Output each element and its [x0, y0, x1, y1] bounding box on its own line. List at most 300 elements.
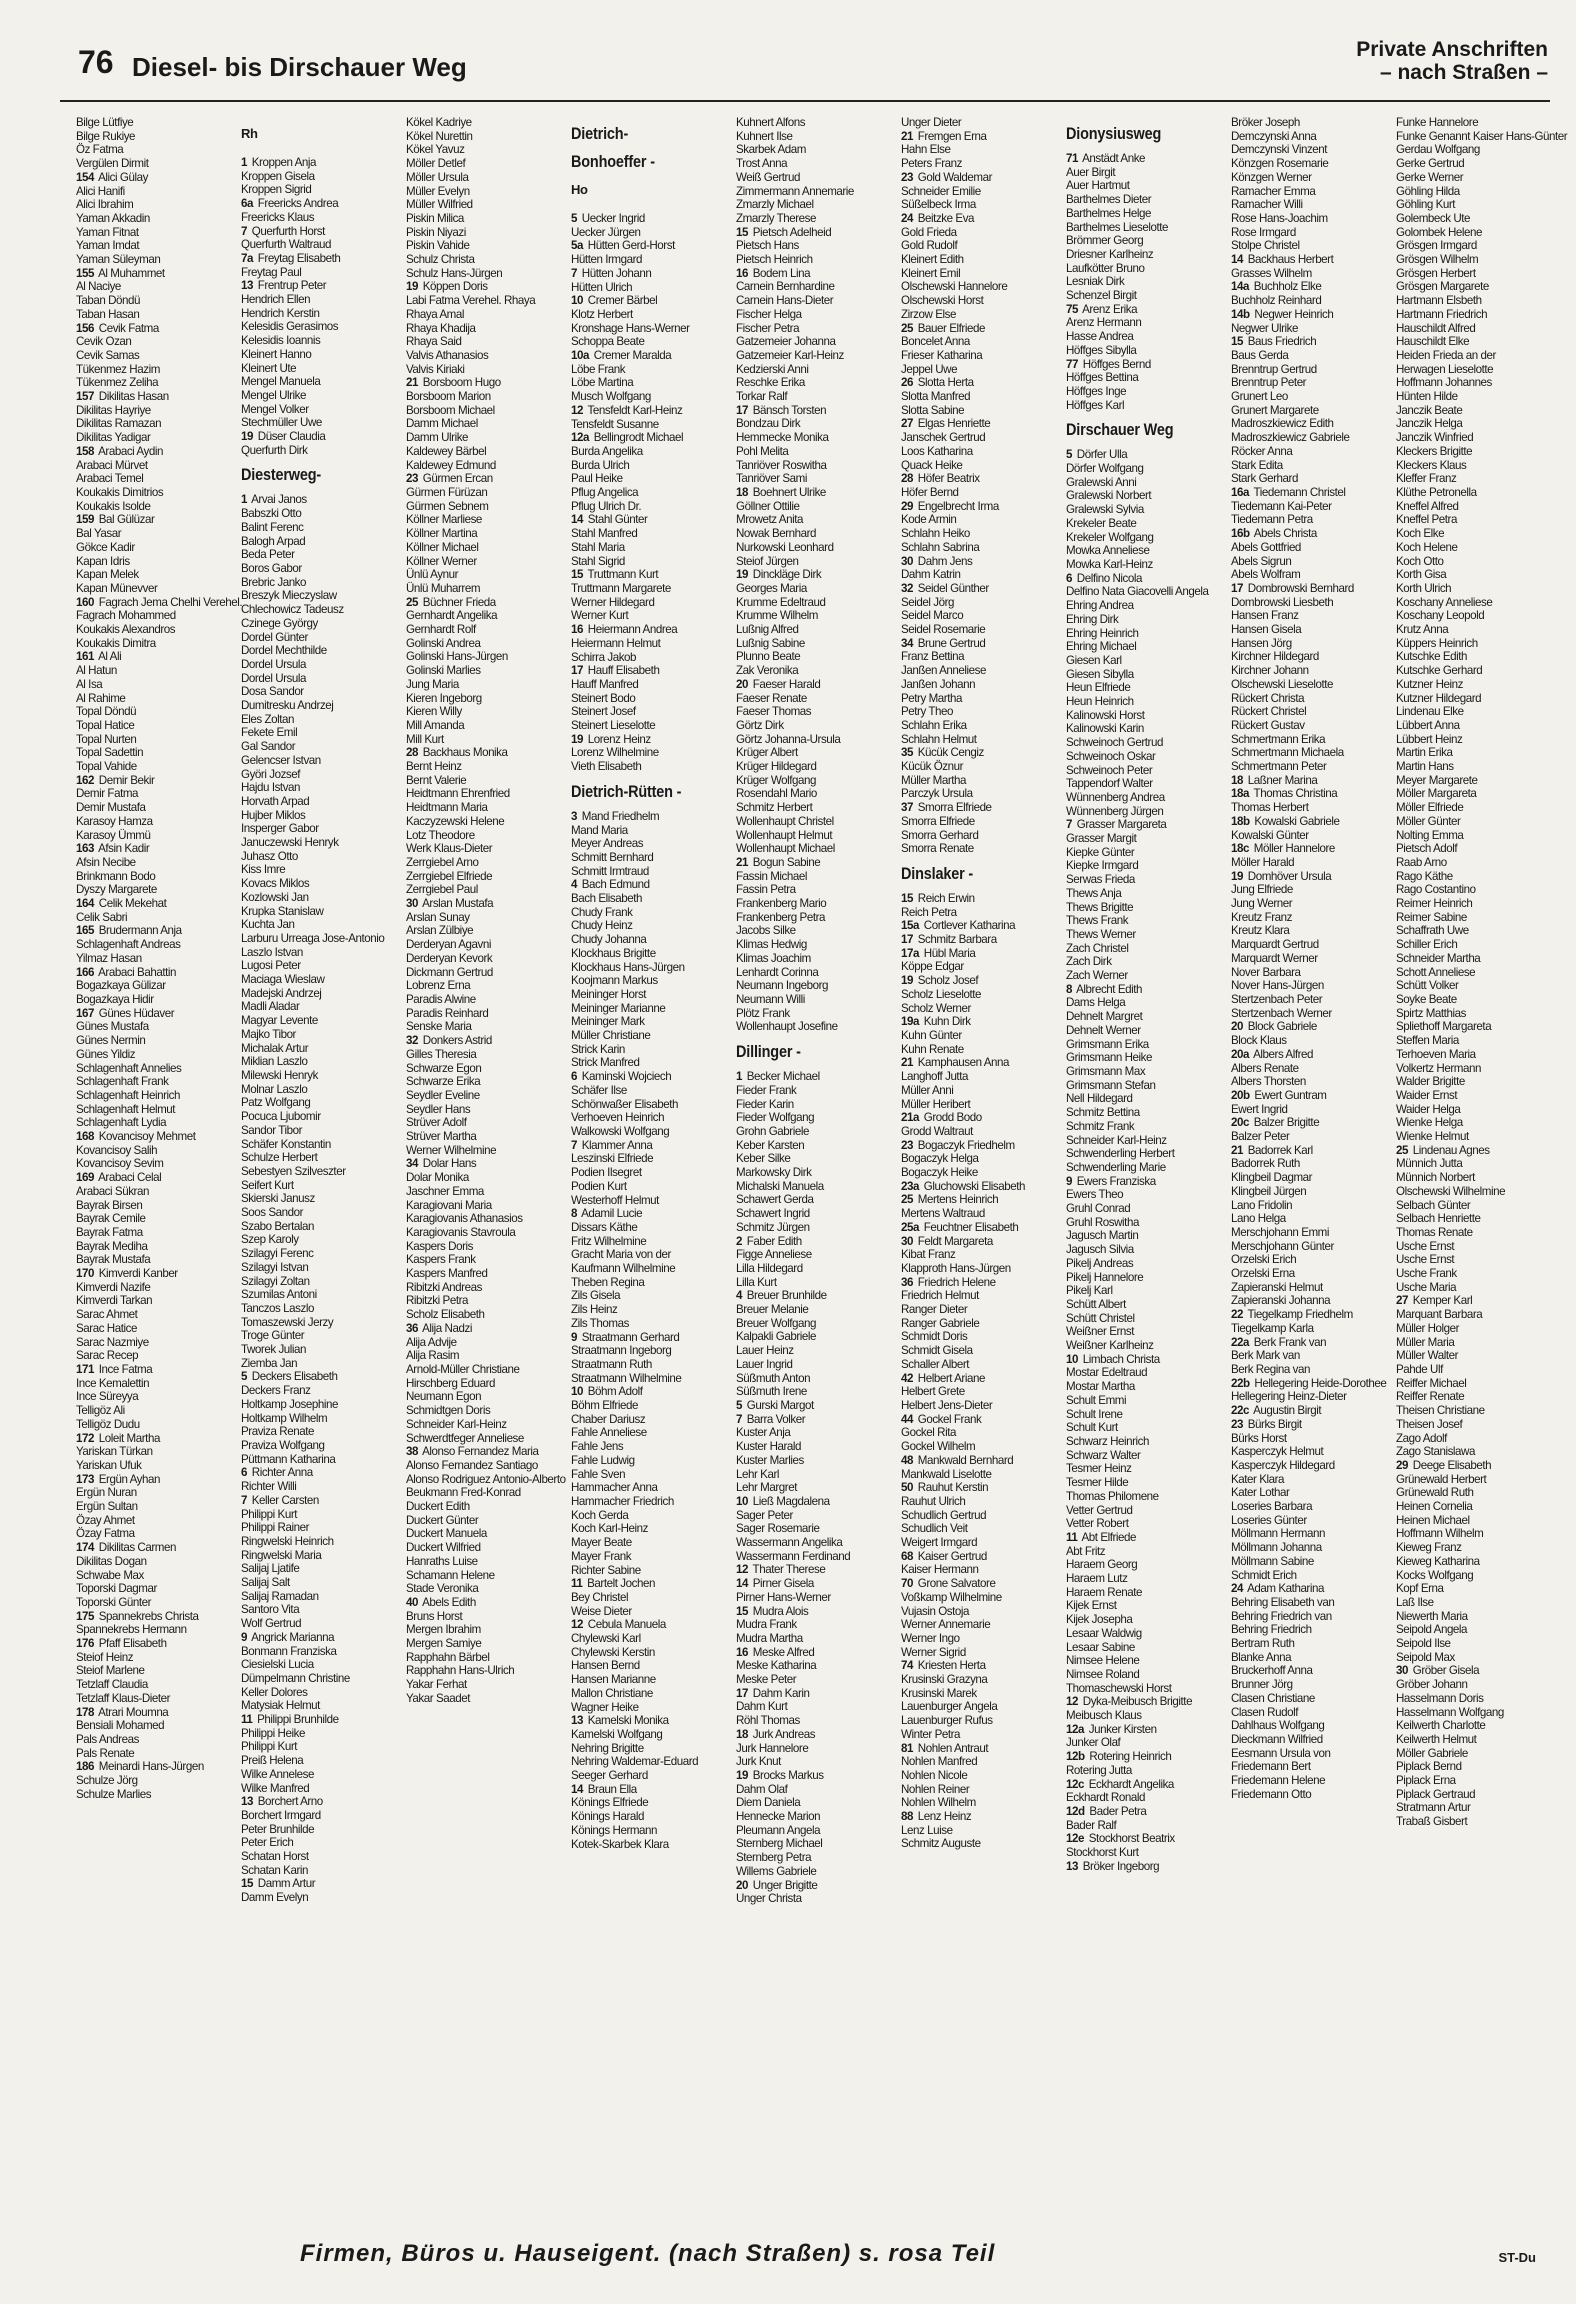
- resident-entry: 10 Ließ Magdalena: [736, 1494, 830, 1508]
- resident-entry: Schütt Albert: [1066, 1297, 1126, 1311]
- resident-entry: 167 Günes Hüdaver: [76, 1006, 175, 1020]
- house-number: 23: [901, 170, 913, 184]
- directory-column: [571, 116, 726, 2214]
- resident-entry: Heiermann Helmut: [571, 636, 661, 650]
- house-number: 17: [736, 403, 748, 417]
- resident-entry: Györi Jozsef: [241, 767, 301, 781]
- house-number: 6: [571, 1070, 577, 1084]
- resident-entry: Philippi Kurt: [241, 1740, 298, 1754]
- resident-entry: Marquardt Werner: [1231, 951, 1318, 965]
- resident-entry: Driesner Karlheinz: [1066, 247, 1154, 261]
- resident-entry: Grünewald Herbert: [1396, 1472, 1487, 1486]
- resident-entry: Hujber Miklos: [241, 808, 306, 822]
- resident-entry: Dombrowski Liesbeth: [1231, 595, 1334, 609]
- resident-entry: Karagiovanis Athanasios: [406, 1212, 523, 1226]
- resident-entry: Abels Sigrun: [1231, 554, 1292, 568]
- resident-entry: Yariskan Türkan: [76, 1445, 153, 1459]
- resident-entry: Negwer Ulrike: [1231, 321, 1298, 335]
- resident-entry: Ergün Nuran: [76, 1486, 137, 1500]
- resident-entry: Topal Döndü: [76, 705, 137, 719]
- resident-entry: Lußnig Sabine: [736, 636, 805, 650]
- resident-entry: Rotering Jutta: [1066, 1763, 1132, 1777]
- resident-entry: 40 Abels Edith: [406, 1595, 476, 1609]
- resident-entry: Heidtmann Ehrenfried: [406, 787, 510, 801]
- resident-entry: Reimer Heinrich: [1396, 897, 1473, 911]
- house-number: 172: [76, 1431, 94, 1445]
- resident-entry: Kamelski Wolfgang: [571, 1727, 663, 1741]
- resident-entry: Rago Costantino: [1396, 883, 1476, 897]
- resident-entry: Ringwelski Heinrich: [241, 1534, 334, 1548]
- resident-entry: Olschewski Lieselotte: [1231, 677, 1334, 691]
- resident-entry: Ribitzki Petra: [406, 1294, 468, 1308]
- resident-entry: 14 Backhaus Herbert: [1231, 253, 1334, 267]
- resident-entry: 12 Thater Therese: [736, 1563, 826, 1577]
- resident-entry: Küppers Heinrich: [1396, 636, 1478, 650]
- resident-entry: Gracht Maria von der: [571, 1248, 671, 1262]
- house-number: 20a: [1231, 1047, 1249, 1061]
- resident-entry: Ergün Sultan: [76, 1500, 138, 1514]
- resident-entry: Nover Barbara: [1231, 965, 1301, 979]
- resident-entry: 172 Loleit Martha: [76, 1431, 160, 1445]
- resident-entry: Celik Sabri: [76, 910, 128, 924]
- resident-entry: Klimas Joachim: [736, 951, 811, 965]
- house-number: 17: [571, 664, 583, 678]
- resident-entry: 156 Cevik Fatma: [76, 321, 159, 335]
- house-number: 164: [76, 897, 94, 911]
- street-heading: Bonhoeffer -: [571, 152, 655, 171]
- resident-entry: Koch Helene: [1396, 540, 1458, 554]
- resident-entry: Fieder Wolfgang: [736, 1111, 815, 1125]
- resident-entry: Troge Günter: [241, 1329, 305, 1343]
- house-number: 27: [1396, 1294, 1408, 1308]
- resident-entry: Reiffer Renate: [1396, 1390, 1465, 1404]
- resident-entry: Dyszy Margarete: [76, 883, 157, 897]
- resident-entry: Heinen Cornelia: [1396, 1500, 1473, 1514]
- resident-entry: Meyer Margarete: [1396, 773, 1478, 787]
- resident-entry: Janßen Johann: [901, 677, 976, 691]
- resident-entry: Schwenderling Herbert: [1066, 1147, 1175, 1161]
- resident-entry: Peter Erich: [241, 1836, 294, 1850]
- resident-entry: Schawert Gerda: [736, 1193, 814, 1207]
- resident-entry: Trost Anna: [736, 157, 788, 171]
- resident-entry: Marquardt Gertrud: [1231, 938, 1319, 952]
- resident-entry: Kater Lothar: [1231, 1486, 1290, 1500]
- resident-entry: Petry Theo: [901, 705, 953, 719]
- resident-entry: Lesaar Waldwig: [1066, 1626, 1142, 1640]
- resident-entry: Rago Käthe: [1396, 869, 1453, 883]
- resident-entry: 22b Hellegering Heide-Dorothee: [1231, 1376, 1387, 1390]
- resident-entry: Fahle Anneliese: [571, 1426, 647, 1440]
- resident-entry: Grünewald Ruth: [1396, 1486, 1474, 1500]
- house-number: 12: [571, 403, 583, 417]
- resident-entry: Kiepke Irmgard: [1066, 859, 1139, 873]
- resident-entry: Schulze Jörg: [76, 1774, 138, 1788]
- resident-entry: Ringwelski Maria: [241, 1548, 322, 1562]
- resident-entry: Koukakis Dimitra: [76, 636, 156, 650]
- resident-entry: Ehring Andrea: [1066, 599, 1134, 613]
- house-number: 27: [901, 417, 913, 431]
- resident-entry: Junker Olaf: [1066, 1736, 1121, 1750]
- resident-entry: Karagiovanis Stavroula: [406, 1225, 516, 1239]
- resident-entry: Jung Maria: [406, 677, 459, 691]
- resident-entry: Badorrek Ruth: [1231, 1157, 1300, 1171]
- resident-entry: Mand Maria: [571, 823, 628, 837]
- resident-entry: Wollenhaupt Christel: [736, 814, 834, 828]
- resident-entry: Winter Petra: [901, 1727, 961, 1741]
- resident-entry: 36 Alija Nadzi: [406, 1321, 472, 1335]
- resident-entry: Arenz Hermann: [1066, 316, 1142, 330]
- resident-entry: Höffges Bettina: [1066, 371, 1139, 385]
- resident-entry: Yakar Ferhat: [406, 1678, 467, 1692]
- resident-entry: Gruhl Roswitha: [1066, 1215, 1139, 1229]
- resident-entry: Kapan Münevver: [76, 581, 158, 595]
- resident-entry: 16 Bodem Lina: [736, 266, 811, 280]
- resident-entry: Göhling Hilda: [1396, 184, 1460, 198]
- resident-entry: 21 Fremgen Erna: [901, 129, 987, 143]
- resident-entry: Kopf Erna: [1396, 1582, 1444, 1596]
- resident-entry: Möllmann Sabine: [1231, 1554, 1314, 1568]
- resident-entry: Kutzner Heinz: [1396, 677, 1463, 691]
- resident-entry: Krupka Stanislaw: [241, 904, 324, 918]
- house-number: 22b: [1231, 1376, 1250, 1390]
- resident-entry: Thomas Philomene: [1066, 1489, 1159, 1503]
- resident-entry: Fieder Karin: [736, 1097, 794, 1111]
- resident-entry: Schmitz Herbert: [736, 801, 813, 815]
- resident-entry: Mill Kurt: [406, 732, 444, 746]
- resident-entry: 21a Grodd Bodo: [901, 1111, 982, 1125]
- resident-entry: Meske Peter: [736, 1673, 797, 1687]
- resident-entry: Kökel Kadriye: [406, 116, 472, 129]
- resident-entry: 19 Domhöver Ursula: [1231, 869, 1332, 883]
- resident-entry: Hansen Bernd: [571, 1659, 640, 1673]
- house-number: 18: [736, 485, 748, 499]
- resident-entry: Philippi Rainer: [241, 1521, 310, 1535]
- resident-entry: Uecker Jürgen: [571, 225, 641, 239]
- resident-entry: Nohlen Reiner: [901, 1782, 970, 1796]
- resident-entry: Szumilas Antoni: [241, 1288, 317, 1302]
- resident-entry: Volkertz Hermann: [1396, 1061, 1481, 1075]
- house-number: 166: [76, 965, 94, 979]
- resident-entry: Berk Regina van: [1231, 1362, 1310, 1376]
- house-number: 24: [1231, 1582, 1243, 1596]
- resident-entry: Usche Ernst: [1396, 1253, 1455, 1267]
- resident-entry: 12e Stockhorst Beatrix: [1066, 1832, 1175, 1846]
- resident-entry: Mengel Volker: [241, 402, 309, 416]
- house-number: 23: [901, 1138, 913, 1152]
- resident-entry: Dordel Günter: [241, 630, 308, 644]
- resident-entry: Peters Franz: [901, 157, 962, 171]
- resident-entry: Piplack Bernd: [1396, 1760, 1462, 1774]
- resident-entry: Klockhaus Hans-Jürgen: [571, 960, 685, 974]
- house-number: 20: [736, 677, 748, 691]
- house-number: 32: [406, 1034, 418, 1048]
- resident-entry: Scholz Werner: [901, 1001, 971, 1015]
- resident-entry: Günes Yildiz: [76, 1047, 136, 1061]
- resident-entry: Yaman Akkadin: [76, 211, 150, 225]
- house-number: 37: [901, 801, 913, 815]
- house-number: 19: [901, 974, 913, 988]
- resident-entry: Janczik Beate: [1396, 403, 1463, 417]
- street-heading: Dillinger -: [736, 1042, 801, 1062]
- resident-entry: Pflug Ulrich Dr.: [571, 499, 642, 513]
- street-heading: Dionysiusweg: [1066, 124, 1162, 143]
- resident-entry: Bayrak Mediha: [76, 1239, 148, 1253]
- resident-entry: Dehnelt Werner: [1066, 1023, 1141, 1037]
- resident-entry: Meyer Andreas: [571, 837, 644, 851]
- resident-entry: Günes Nermin: [76, 1034, 146, 1048]
- house-number: 36: [901, 1275, 913, 1289]
- resident-entry: 24 Adam Katharina: [1231, 1582, 1324, 1596]
- house-number: 32: [901, 581, 913, 595]
- resident-entry: 28 Höfer Beatrix: [901, 472, 980, 486]
- resident-entry: 19 Scholz Josef: [901, 974, 979, 988]
- resident-entry: Tetzlaff Claudia: [76, 1678, 148, 1692]
- resident-entry: Özay Ahmet: [76, 1513, 135, 1527]
- resident-entry: Schlagenhaft Helmut: [76, 1102, 176, 1116]
- resident-entry: 165 Brudermann Anja: [76, 924, 182, 938]
- resident-entry: Nehring Brigitte: [571, 1741, 644, 1755]
- resident-entry: 18b Kowalski Gabriele: [1231, 814, 1340, 828]
- resident-entry: 155 Al Muhammet: [76, 266, 165, 280]
- house-number: 24: [901, 211, 913, 225]
- resident-entry: Krutz Anna: [1396, 623, 1449, 637]
- house-number: 10a: [571, 349, 589, 363]
- resident-entry: Gerke Werner: [1396, 170, 1464, 184]
- resident-entry: Faeser Renate: [736, 691, 807, 705]
- resident-entry: Usche Ernst: [1396, 1239, 1455, 1253]
- resident-entry: Szilagyi Ferenc: [241, 1247, 314, 1261]
- house-number: 70: [901, 1577, 913, 1591]
- resident-entry: 19 Brocks Markus: [736, 1768, 824, 1782]
- resident-entry: Pirner Hans-Werner: [736, 1590, 831, 1604]
- resident-entry: 12c Eckhardt Angelika: [1066, 1777, 1174, 1791]
- resident-entry: Abels Wolfram: [1231, 568, 1301, 582]
- resident-entry: Werner Sigrid: [901, 1645, 966, 1659]
- resident-entry: Süßmuth Anton: [736, 1371, 811, 1385]
- resident-entry: Rhaya Amal: [406, 307, 465, 321]
- resident-entry: Laß Ilse: [1396, 1595, 1434, 1609]
- resident-entry: Münnich Jutta: [1396, 1157, 1463, 1171]
- resident-entry: Mallon Christiane: [571, 1686, 653, 1700]
- resident-entry: Stark Edita: [1231, 458, 1283, 472]
- resident-entry: 29 Engelbrecht Irma: [901, 499, 999, 513]
- resident-entry: Koschany Anneliese: [1396, 595, 1493, 609]
- house-number: 19: [736, 568, 748, 582]
- resident-entry: Dissars Käthe: [571, 1220, 638, 1234]
- resident-entry: Boncelet Anna: [901, 335, 970, 349]
- resident-entry: Görtz Johanna-Ursula: [736, 732, 841, 746]
- resident-entry: Albers Thorsten: [1231, 1075, 1306, 1089]
- resident-entry: Klotz Herbert: [571, 307, 633, 321]
- resident-entry: Köllner Michael: [406, 540, 479, 554]
- resident-entry: 50 Rauhut Kerstin: [901, 1481, 989, 1495]
- resident-entry: Göhling Kurt: [1396, 198, 1456, 212]
- resident-entry: Preiß Helena: [241, 1754, 304, 1768]
- resident-entry: Schaller Albert: [901, 1357, 970, 1371]
- resident-entry: Laufkötter Bruno: [1066, 261, 1145, 275]
- street-heading: Dinslaker -: [901, 863, 974, 883]
- resident-entry: Ziemba Jan: [241, 1356, 298, 1370]
- resident-entry: Paradis Alwine: [406, 993, 476, 1006]
- resident-entry: Golinski Marlies: [406, 664, 481, 678]
- resident-entry: Koch Elke: [1396, 527, 1445, 541]
- house-number: 19: [571, 732, 583, 746]
- resident-entry: Mostar Edeltraud: [1066, 1366, 1148, 1380]
- resident-entry: Schmitz Frank: [1066, 1119, 1135, 1133]
- resident-entry: Zils Gisela: [571, 1289, 621, 1303]
- resident-entry: Kaspers Doris: [406, 1239, 473, 1253]
- resident-entry: Loseries Barbara: [1231, 1500, 1313, 1514]
- resident-entry: Damm Evelyn: [241, 1891, 309, 1905]
- resident-entry: 23 Gold Waldemar: [901, 170, 993, 184]
- house-number: 5a: [571, 239, 583, 253]
- resident-entry: Bayrak Fatma: [76, 1225, 143, 1239]
- resident-entry: Praviza Wolfgang: [241, 1438, 325, 1452]
- resident-entry: Höffges Inge: [1066, 384, 1127, 398]
- resident-entry: 7a Freytag Elisabeth: [241, 251, 341, 265]
- resident-entry: Kijek Ernst: [1066, 1599, 1117, 1613]
- resident-entry: Schenzel Birgit: [1066, 289, 1137, 303]
- resident-entry: 10 Böhm Adolf: [571, 1385, 643, 1399]
- resident-entry: Kimverdi Nazife: [76, 1280, 151, 1294]
- resident-entry: 5 Gurski Margot: [736, 1398, 814, 1412]
- resident-entry: Kasperczyk Helmut: [1231, 1445, 1324, 1459]
- resident-entry: 15 Truttmann Kurt: [571, 568, 659, 582]
- resident-entry: Stertzenbach Werner: [1231, 1006, 1332, 1020]
- resident-entry: Weiß Gertrud: [736, 170, 800, 184]
- resident-entry: Orzelski Erna: [1231, 1267, 1295, 1281]
- resident-entry: Plunno Beate: [736, 650, 801, 664]
- resident-entry: Könzgen Rosemarie: [1231, 157, 1329, 171]
- resident-entry: Grunert Leo: [1231, 390, 1288, 404]
- resident-entry: 71 Anstädt Anke: [1066, 152, 1146, 165]
- resident-entry: Janczik Winfried: [1396, 431, 1474, 445]
- resident-entry: Ünlü Muharrem: [406, 581, 481, 595]
- resident-entry: Rhaya Said: [406, 335, 462, 349]
- resident-entry: Nimsee Roland: [1066, 1667, 1140, 1681]
- resident-entry: Piskin Niyazi: [406, 225, 466, 239]
- resident-entry: Janßen Anneliese: [901, 664, 986, 678]
- resident-entry: Strick Manfred: [571, 1056, 640, 1070]
- resident-entry: Bröker Joseph: [1231, 116, 1300, 129]
- resident-entry: Madejski Andrzej: [241, 986, 322, 1000]
- resident-entry: Duckert Wilfried: [406, 1541, 481, 1555]
- resident-entry: Voßkamp Wilhelmine: [901, 1590, 1002, 1604]
- resident-entry: Klingbeil Dagmar: [1231, 1171, 1313, 1185]
- resident-entry: 16b Abels Christa: [1231, 527, 1317, 541]
- resident-entry: Pietsch Adolf: [1396, 842, 1458, 856]
- resident-entry: Bogazkaya Hidir: [76, 993, 154, 1006]
- resident-entry: Lenz Luise: [901, 1823, 953, 1837]
- house-number: 1: [241, 493, 247, 507]
- house-number: 174: [76, 1541, 94, 1555]
- resident-entry: Skarbek Adam: [736, 143, 806, 157]
- resident-entry: Walkowski Wolfgang: [571, 1125, 670, 1138]
- resident-entry: Bertram Ruth: [1231, 1637, 1295, 1651]
- resident-entry: Schmitz Jürgen: [736, 1220, 810, 1234]
- resident-entry: Dikilitas Dogan: [76, 1554, 147, 1568]
- resident-entry: Gatzemeier Karl-Heinz: [736, 348, 844, 362]
- resident-entry: Eesmann Ursula von: [1231, 1746, 1331, 1760]
- house-number: 7: [571, 266, 577, 280]
- resident-entry: Fahle Sven: [571, 1467, 626, 1481]
- resident-entry: Kreutz Franz: [1231, 910, 1292, 924]
- resident-entry: Bonmann Franziska: [241, 1644, 337, 1658]
- resident-entry: Wollenhaupt Helmut: [736, 828, 833, 842]
- resident-entry: Berk Mark van: [1231, 1349, 1300, 1363]
- resident-entry: 6a Freericks Andrea: [241, 197, 339, 211]
- resident-entry: Fassin Michael: [736, 869, 808, 883]
- resident-entry: 12d Bader Petra: [1066, 1804, 1147, 1818]
- resident-entry: Gruhl Conrad: [1066, 1202, 1131, 1216]
- house-number: 36: [406, 1321, 418, 1335]
- house-number: 12: [1066, 1695, 1078, 1709]
- resident-entry: Grasser Margit: [1066, 832, 1137, 846]
- resident-entry: Taban Döndü: [76, 294, 141, 308]
- resident-entry: Clasen Christiane: [1231, 1691, 1315, 1705]
- resident-entry: 5 Deckers Elisabeth: [241, 1370, 338, 1384]
- resident-entry: Kaufmann Wilhelmine: [571, 1262, 676, 1276]
- resident-entry: Freericks Klaus: [241, 210, 315, 224]
- resident-entry: Mayer Beate: [571, 1536, 632, 1550]
- resident-entry: Koojmann Markus: [571, 974, 658, 988]
- resident-entry: Rückert Gustav: [1231, 718, 1305, 732]
- resident-entry: Mowka Anneliese: [1066, 544, 1150, 558]
- resident-entry: Schlagenhaft Heinrich: [76, 1088, 180, 1102]
- resident-entry: Gatzemeier Johanna: [736, 335, 836, 349]
- resident-entry: Schönwaßer Elisabeth: [571, 1097, 678, 1111]
- house-number: 171: [76, 1362, 94, 1376]
- resident-entry: Grösgen Irmgard: [1396, 239, 1477, 253]
- resident-entry: Ehring Heinrich: [1066, 626, 1139, 640]
- house-number: 15a: [901, 919, 919, 933]
- resident-entry: 163 Afsin Kadir: [76, 842, 150, 856]
- resident-entry: Köppe Edgar: [901, 960, 964, 974]
- resident-entry: Zapieranski Johanna: [1231, 1294, 1331, 1308]
- resident-entry: Querfurth Waltraud: [241, 238, 332, 252]
- resident-entry: Kleinert Ute: [241, 361, 297, 375]
- resident-entry: Thomaschewski Horst: [1066, 1681, 1172, 1695]
- house-number: 28: [901, 472, 913, 486]
- resident-entry: Franz Bettina: [901, 650, 965, 664]
- resident-entry: Grunert Margarete: [1231, 403, 1319, 417]
- resident-entry: Reich Petra: [901, 905, 957, 919]
- resident-entry: Mudra Martha: [736, 1631, 803, 1645]
- resident-entry: Köllner Marliese: [406, 513, 482, 527]
- resident-entry: Freytag Paul: [241, 265, 302, 279]
- section-heading: [1356, 38, 1548, 84]
- resident-entry: Tesmer Hilde: [1066, 1476, 1129, 1490]
- resident-entry: 21 Borsboom Hugo: [406, 376, 501, 390]
- house-number: 16: [736, 1645, 748, 1659]
- resident-entry: Barthelmes Lieselotte: [1066, 220, 1169, 234]
- house-number: 20: [736, 1878, 748, 1892]
- resident-entry: 23a Gluchowski Elisabeth: [901, 1179, 1025, 1193]
- resident-entry: Jaschner Emma: [406, 1184, 484, 1198]
- house-number: 20c: [1231, 1116, 1249, 1130]
- resident-entry: Zmarzly Michael: [736, 198, 814, 212]
- resident-entry: Telligöz Dudu: [76, 1417, 140, 1431]
- house-number: 14: [571, 1782, 583, 1796]
- house-number: 25: [901, 321, 913, 335]
- resident-entry: Willems Gabriele: [736, 1864, 817, 1878]
- resident-entry: Philippi Kurt: [241, 1507, 298, 1521]
- resident-entry: Serwas Frieda: [1066, 873, 1135, 887]
- resident-entry: Hirschberg Eduard: [406, 1376, 496, 1390]
- house-number: 18c: [1231, 842, 1249, 856]
- resident-entry: Dosa Sandor: [241, 685, 304, 699]
- resident-entry: 26 Slotta Herta: [901, 376, 974, 390]
